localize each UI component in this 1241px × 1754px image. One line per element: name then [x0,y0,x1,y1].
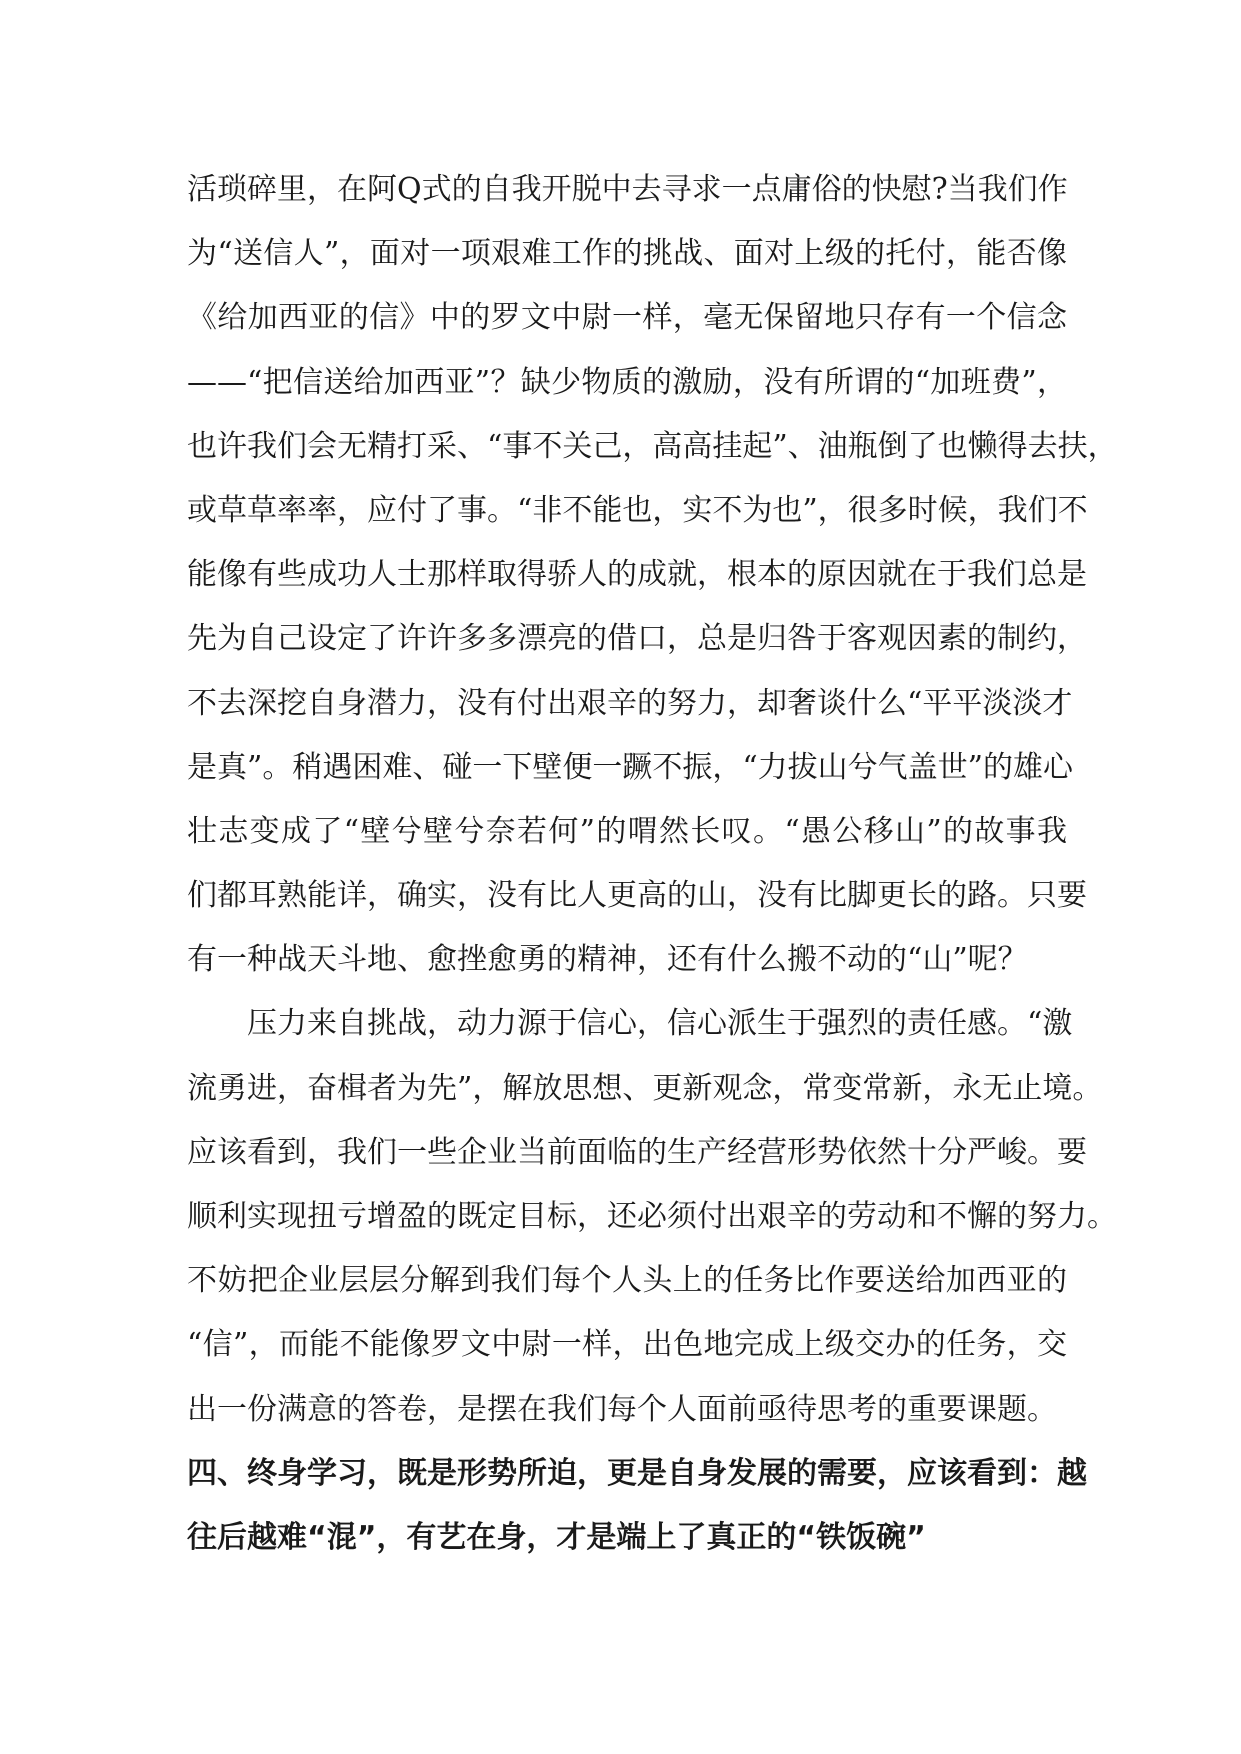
paragraph-line: 们都耳熟能详，确实，没有比人更高的山，没有比脚更长的路。只要 [187,878,1087,914]
paragraph-line: 也许我们会无精打采、“事不关己，高高挂起”、油瓶倒了也懒得去扶， [187,428,1118,464]
paragraph-line: 流勇进，奋楫者为先”，解放思想、更新观念，常变常新，永无止境。 [187,1070,1103,1106]
paragraph-line: “信”，而能不能像罗文中尉一样，出色地完成上级交办的任务，交 [187,1327,1067,1363]
paragraph-line: 或草草率率，应付了事。“非不能也，实不为也”，很多时候，我们不 [187,492,1088,528]
paragraph-line: ——“把信送给加西亚”？缺少物质的激励，没有所谓的“加班费”， [187,364,1067,400]
paragraph-line: 不去深挖自身潜力，没有付出艰辛的努力，却奢谈什么“平平淡淡才 [187,685,1073,721]
paragraph-line: 《给加西亚的信》中的罗文中尉一样，毫无保留地只存有一个信念 [187,300,1067,336]
paragraph-line: 能像有些成功人士那样取得骄人的成就，根本的原因就在于我们总是 [187,557,1087,593]
paragraph-line: 先为自己设定了许许多多漂亮的借口，总是归咎于客观因素的制约， [187,621,1087,657]
paragraph [187,158,1118,992]
heading-line: 往后越难“混”，有艺在身，才是端上了真正的“铁饭碗” [187,1519,926,1555]
paragraph-line: 活琐碎里，在阿Q式的自我开脱中去寻求一点庸俗的快慰?当我们作 [187,172,1068,207]
paragraph [187,992,1117,1441]
paragraph-line: 有一种战天斗地、愈挫愈勇的精神，还有什么搬不动的“山”呢？ [187,942,1028,978]
paragraph-line: 为“送信人”，面对一项艰难工作的挑战、面对上级的托付，能否像 [187,236,1067,272]
paragraph-line: 压力来自挑战，动力源于信心，信心派生于强烈的责任感。“激 [247,1006,1073,1042]
paragraph-line: 壮志变成了“壁兮壁兮奈若何”的喟然长叹。“愚公移山”的故事我 [187,813,1067,849]
section-heading [187,1442,1087,1570]
paragraph-line: 出一份满意的答卷，是摆在我们每个人面前亟待思考的重要课题。 [187,1391,1057,1427]
paragraph-line: 不妨把企业层层分解到我们每个人头上的任务比作要送给加西亚的 [187,1263,1067,1299]
document-body [187,158,1118,1570]
heading-line: 四、终身学习，既是形势所迫，更是自身发展的需要，应该看到：越 [187,1455,1087,1491]
paragraph-line: 应该看到，我们一些企业当前面临的生产经营形势依然十分严峻。要 [187,1134,1087,1170]
paragraph-line: 是真”。稍遇困难、碰一下壁便一蹶不振，“力拔山兮气盖世”的雄心 [187,749,1074,785]
paragraph-line: 顺利实现扭亏增盈的既定目标，还必须付出艰辛的劳动和不懈的努力。 [187,1199,1117,1234]
